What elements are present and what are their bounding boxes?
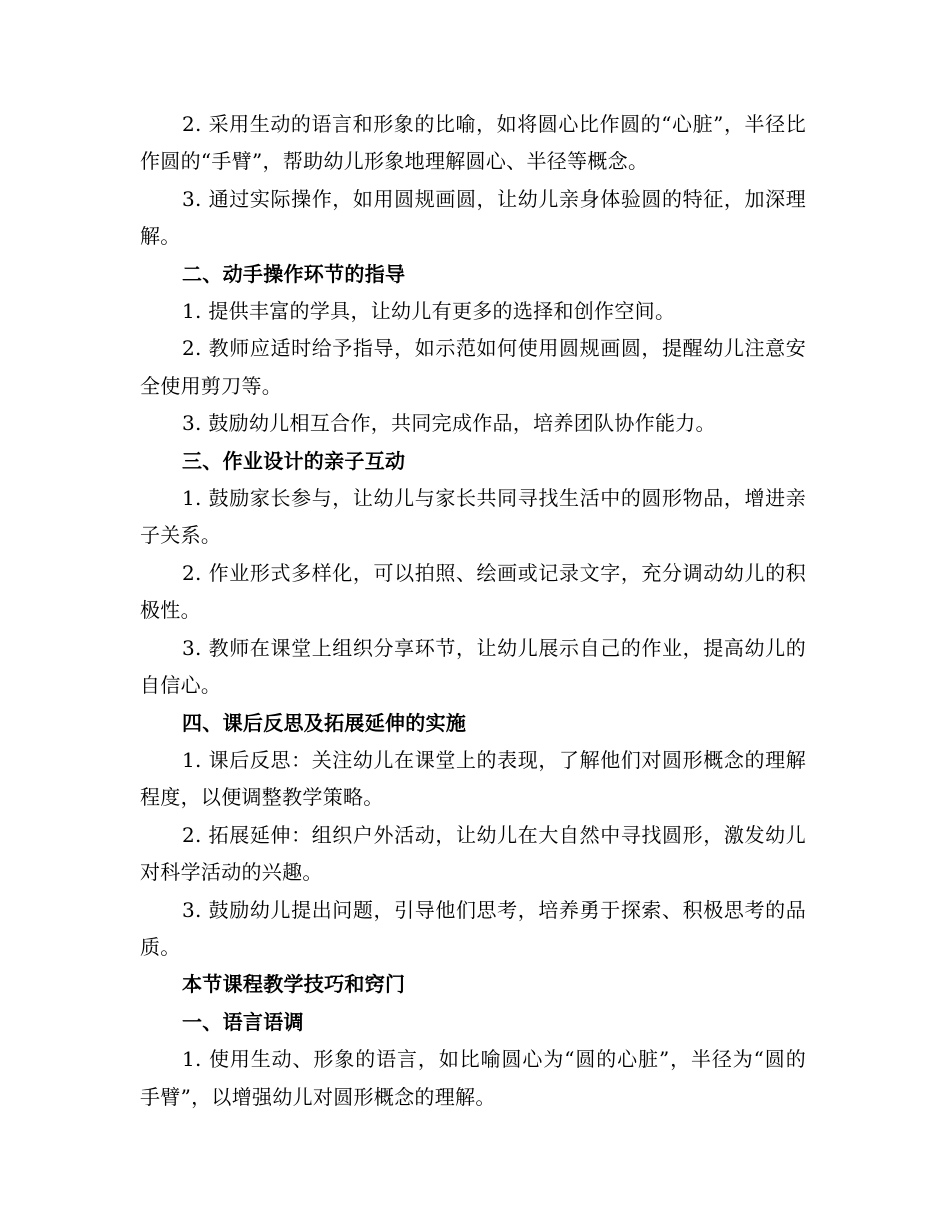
section-heading: 二、动手操作环节的指导 [182,261,406,286]
paragraph: 3. 鼓励幼儿相互合作，共同完成作品，培养团队协作能力。 [182,411,716,436]
paragraph: 2. 教师应适时给予指导，如示范如何使用圆规画圆，提醒幼儿注意安全使用剪刀等。 [140,336,806,398]
paragraph: 1. 提供丰富的学具，让幼儿有更多的选择和创作空间。 [182,299,676,324]
paragraph: 1. 使用生动、形象的语言，如比喻圆心为“圆的心脏”，半径为“圆的手臂”，以增强幼儿对圆形概念的理解。 [140,1047,806,1109]
paragraph: 3. 通过实际操作，如用圆规画圆，让幼儿亲身体验圆的特征，加深理解。 [140,186,806,249]
paragraph: 2. 采用生动的语言和形象的比喻，如将圆心比作圆的“心脏”，半径比作圆的“手臂”，帮助幼儿形象地理解圆心、半径等概念。 [140,112,806,174]
paragraph: 2. 拓展延伸：组织户外活动，让幼儿在大自然中寻找圆形，激发幼儿对科学活动的兴趣。 [140,822,806,885]
paragraph: 1. 课后反思：关注幼儿在课堂上的表现，了解他们对圆形概念的理解程度，以便调整教学策略。 [140,747,806,810]
section-heading: 四、课后反思及拓展延伸的实施 [182,710,467,735]
section-heading: 三、作业设计的亲子互动 [182,448,406,473]
chapter-heading: 本节课程教学技巧和窍门 [182,972,406,997]
section-heading: 一、语言语调 [182,1009,304,1034]
paragraph: 3. 鼓励幼儿提出问题，引导他们思考，培养勇于探索、积极思考的品质。 [140,897,806,959]
paragraph: 3. 教师在课堂上组织分享环节，让幼儿展示自己的作业，提高幼儿的自信心。 [140,635,806,698]
paragraph: 2. 作业形式多样化，可以拍照、绘画或记录文字，充分调动幼儿的积极性。 [140,560,806,623]
document-page [140,106,806,1116]
paragraph: 1. 鼓励家长参与，让幼儿与家长共同寻找生活中的圆形物品，增进亲子关系。 [140,486,806,548]
